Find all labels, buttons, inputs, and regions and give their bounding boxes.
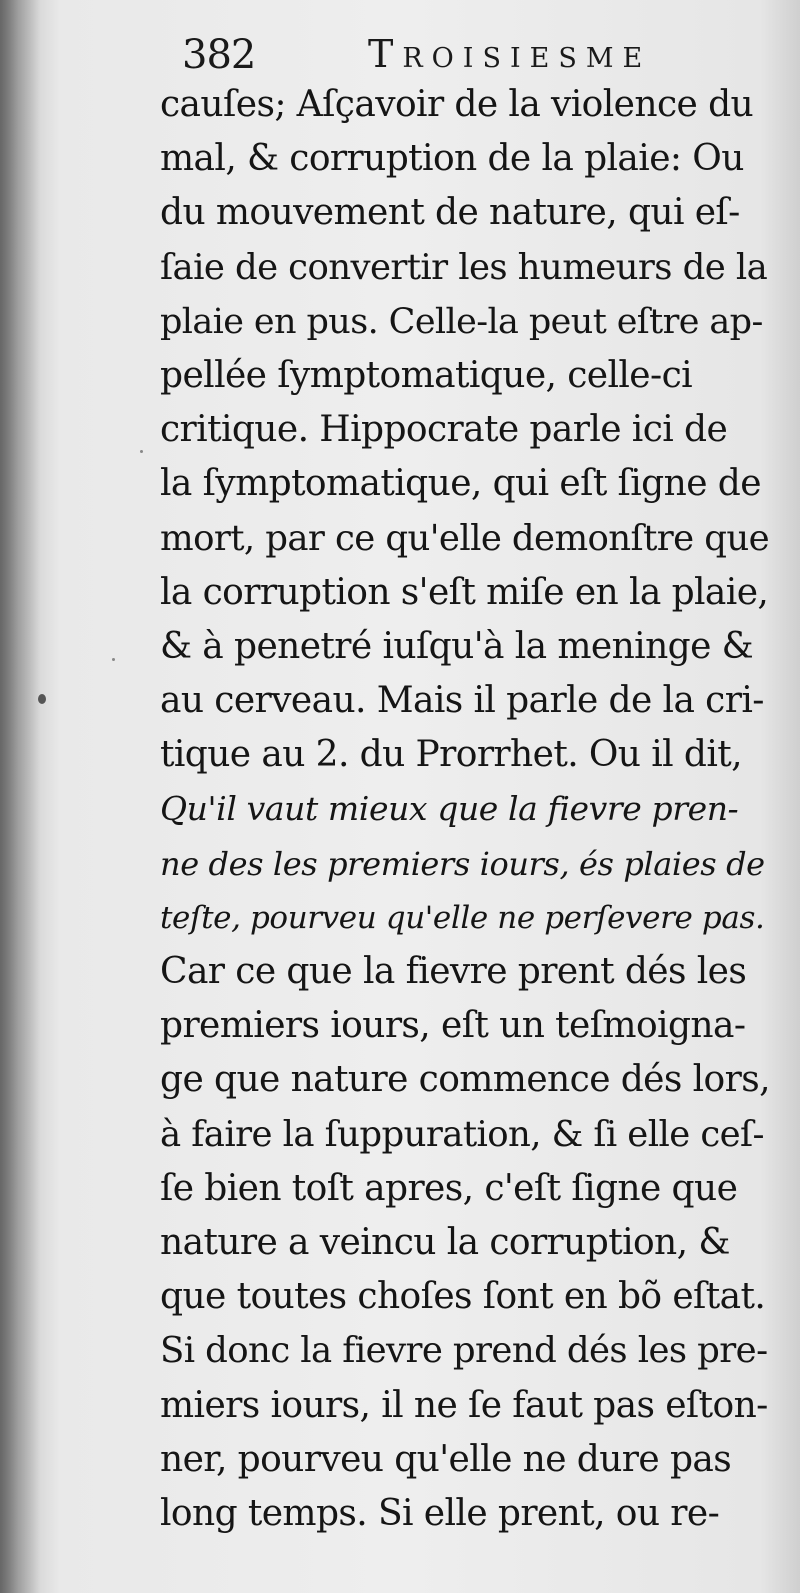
text-line: critique. Hippocrate parle ici de: [160, 409, 728, 451]
ink-speck: [112, 658, 115, 661]
page-number: 382: [182, 32, 256, 78]
text-line: premiers iours, eſt un teſmoigna-: [160, 1005, 746, 1047]
text-line: la corruption s'eſt miſe en la plaie,: [160, 571, 769, 613]
text-line: Car ce que la fievre prent dés les: [160, 951, 747, 992]
text-line: mort, par ce qu'elle demonſtre que: [160, 517, 770, 559]
text-line: à faire la ſuppuration, & ſi elle ceſ-: [160, 1113, 764, 1155]
text-line: plaie en pus. Celle-la peut eſtre ap-: [160, 301, 763, 342]
running-head: Troisiesme: [368, 32, 652, 76]
text-line: teſte, pourveu qu'elle ne perſevere pas.: [160, 899, 765, 936]
ink-speck: [140, 450, 143, 453]
text-line: la ſymptomatique, qui eſt ſigne de: [160, 463, 761, 505]
text-line: ſaie de convertir les humeurs de la: [160, 246, 768, 288]
text-line: pellée ſymptomatique, celle-ci: [160, 354, 693, 396]
text-line: ge que nature commence dés lors,: [160, 1059, 770, 1101]
text-line: que toutes choſes ſont en bõ eſtat.: [160, 1276, 766, 1318]
page-header: [178, 22, 758, 82]
text-line: ſe bien toſt apres, c'eſt ſigne que: [160, 1167, 738, 1209]
text-line: ne des les premiers iours, és plaies de: [160, 844, 765, 883]
text-line: cauſes; Aſçavoir de la violence du: [160, 84, 754, 125]
text-line: ner, pourveu qu'elle ne dure pas: [160, 1438, 732, 1480]
text-line: mal, & corruption de la plaie: Ou: [160, 138, 744, 180]
text-line: tique au 2. du Prorrhet. Ou il dit,: [160, 734, 742, 776]
text-line: long temps. Si elle prent, ou re-: [160, 1492, 720, 1534]
text-line: du mouvement de nature, qui eſ-: [160, 192, 740, 234]
text-line: Qu'il vaut mieux que la fievre pren-: [160, 789, 739, 829]
text-line: & à penetré iuſqu'à la meninge &: [160, 625, 754, 667]
ink-speck: [38, 694, 46, 704]
text-line: au cerveau. Mais il parle de la cri-: [160, 680, 764, 722]
text-line: Si donc la fievre prend dés les pre-: [160, 1330, 768, 1372]
text-line: nature a veincu la corruption, &: [160, 1221, 730, 1263]
spine-shadow: [0, 0, 40, 1593]
body-text: [160, 78, 770, 1541]
text-line: miers iours, il ne ſe faut pas eſton-: [160, 1384, 768, 1426]
